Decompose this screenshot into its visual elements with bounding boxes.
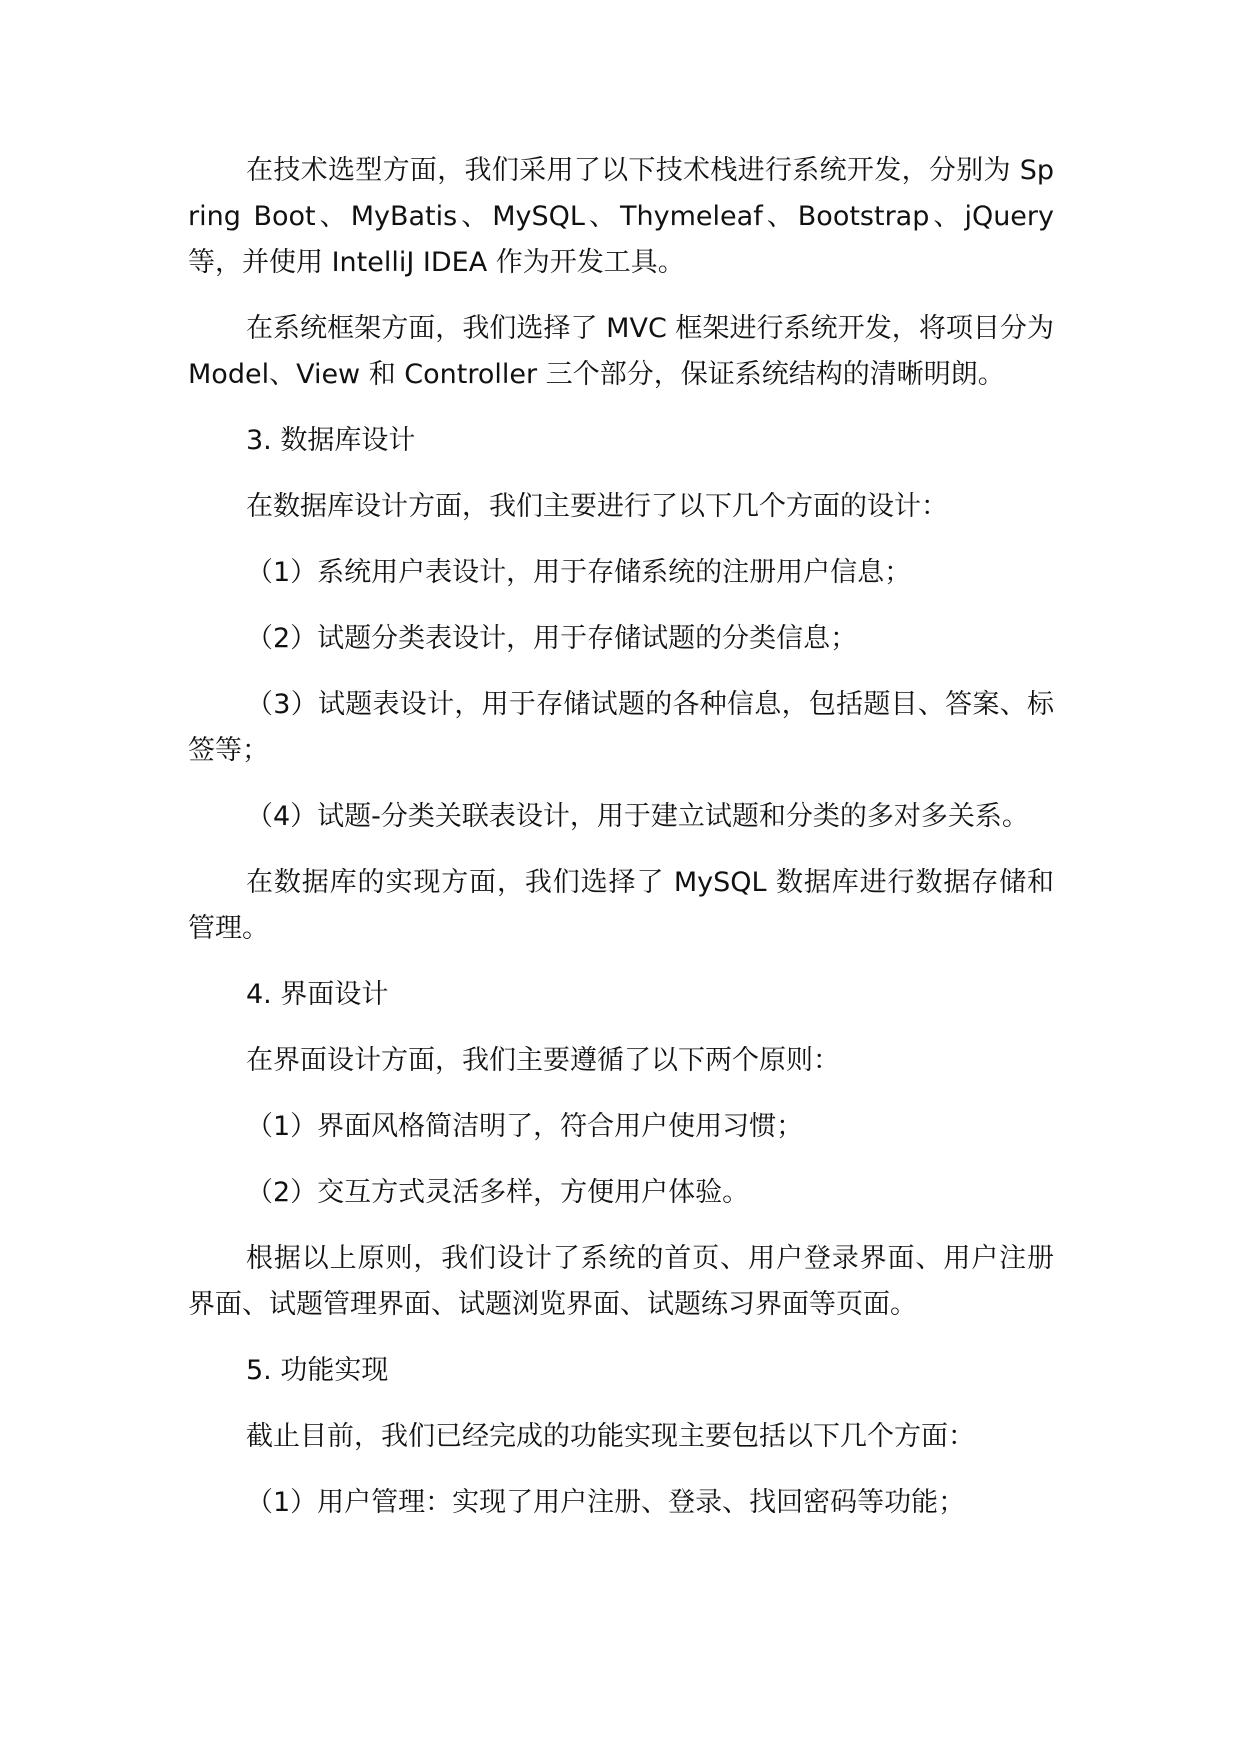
list-item-category-table: （2）试题分类表设计，用于存储试题的分类信息；: [246, 623, 858, 654]
heading-ui-design: 4. 界面设计: [246, 979, 389, 1010]
list-item-relation-table: （4）试题-分类关联表设计，用于建立试题和分类的多对多关系。: [246, 801, 1029, 832]
list-item-question-table: （3）试题表设计，用于存储试题的各种信息，包括题目、答案、标签等；: [188, 689, 1054, 766]
paragraph-tech-stack: 在技术选型方面，我们采用了以下技术栈进行系统开发，分别为 Spring Boot、MyBatis、MySQL、Thymeleaf、Bootstrap、jQuery 等，并使用 IntelliJ IDEA 作为开发工具。: [188, 155, 1054, 278]
heading-implementation: 5. 功能实现: [246, 1355, 389, 1386]
paragraph-database-intro: 在数据库设计方面，我们主要进行了以下几个方面的设计：: [246, 491, 948, 522]
paragraph-ui-pages: 根据以上原则，我们设计了系统的首页、用户登录界面、用户注册界面、试题管理界面、试题浏览界面、试题练习界面等页面。: [188, 1243, 1054, 1320]
heading-database-design: 3. 数据库设计: [246, 425, 416, 456]
document-body: [188, 148, 1054, 1546]
paragraph-framework: 在系统框架方面，我们选择了 MVC 框架进行系统开发，将项目分为 Model、View 和 Controller 三个部分，保证系统结构的清晰明朗。: [188, 313, 1054, 390]
list-item-user-table: （1）系统用户表设计，用于存储系统的注册用户信息；: [246, 557, 912, 588]
paragraph-implementation-intro: 截止目前，我们已经完成的功能实现主要包括以下几个方面：: [246, 1421, 975, 1452]
list-item-user-management: （1）用户管理：实现了用户注册、登录、找回密码等功能；: [246, 1487, 966, 1518]
paragraph-ui-intro: 在界面设计方面，我们主要遵循了以下两个原则：: [246, 1045, 840, 1076]
list-item-ui-principle-1: （1）界面风格简洁明了，符合用户使用习惯；: [246, 1111, 804, 1142]
paragraph-database-impl: 在数据库的实现方面，我们选择了 MySQL 数据库进行数据存储和管理。: [188, 867, 1054, 944]
list-item-ui-principle-2: （2）交互方式灵活多样，方便用户体验。: [246, 1177, 750, 1208]
